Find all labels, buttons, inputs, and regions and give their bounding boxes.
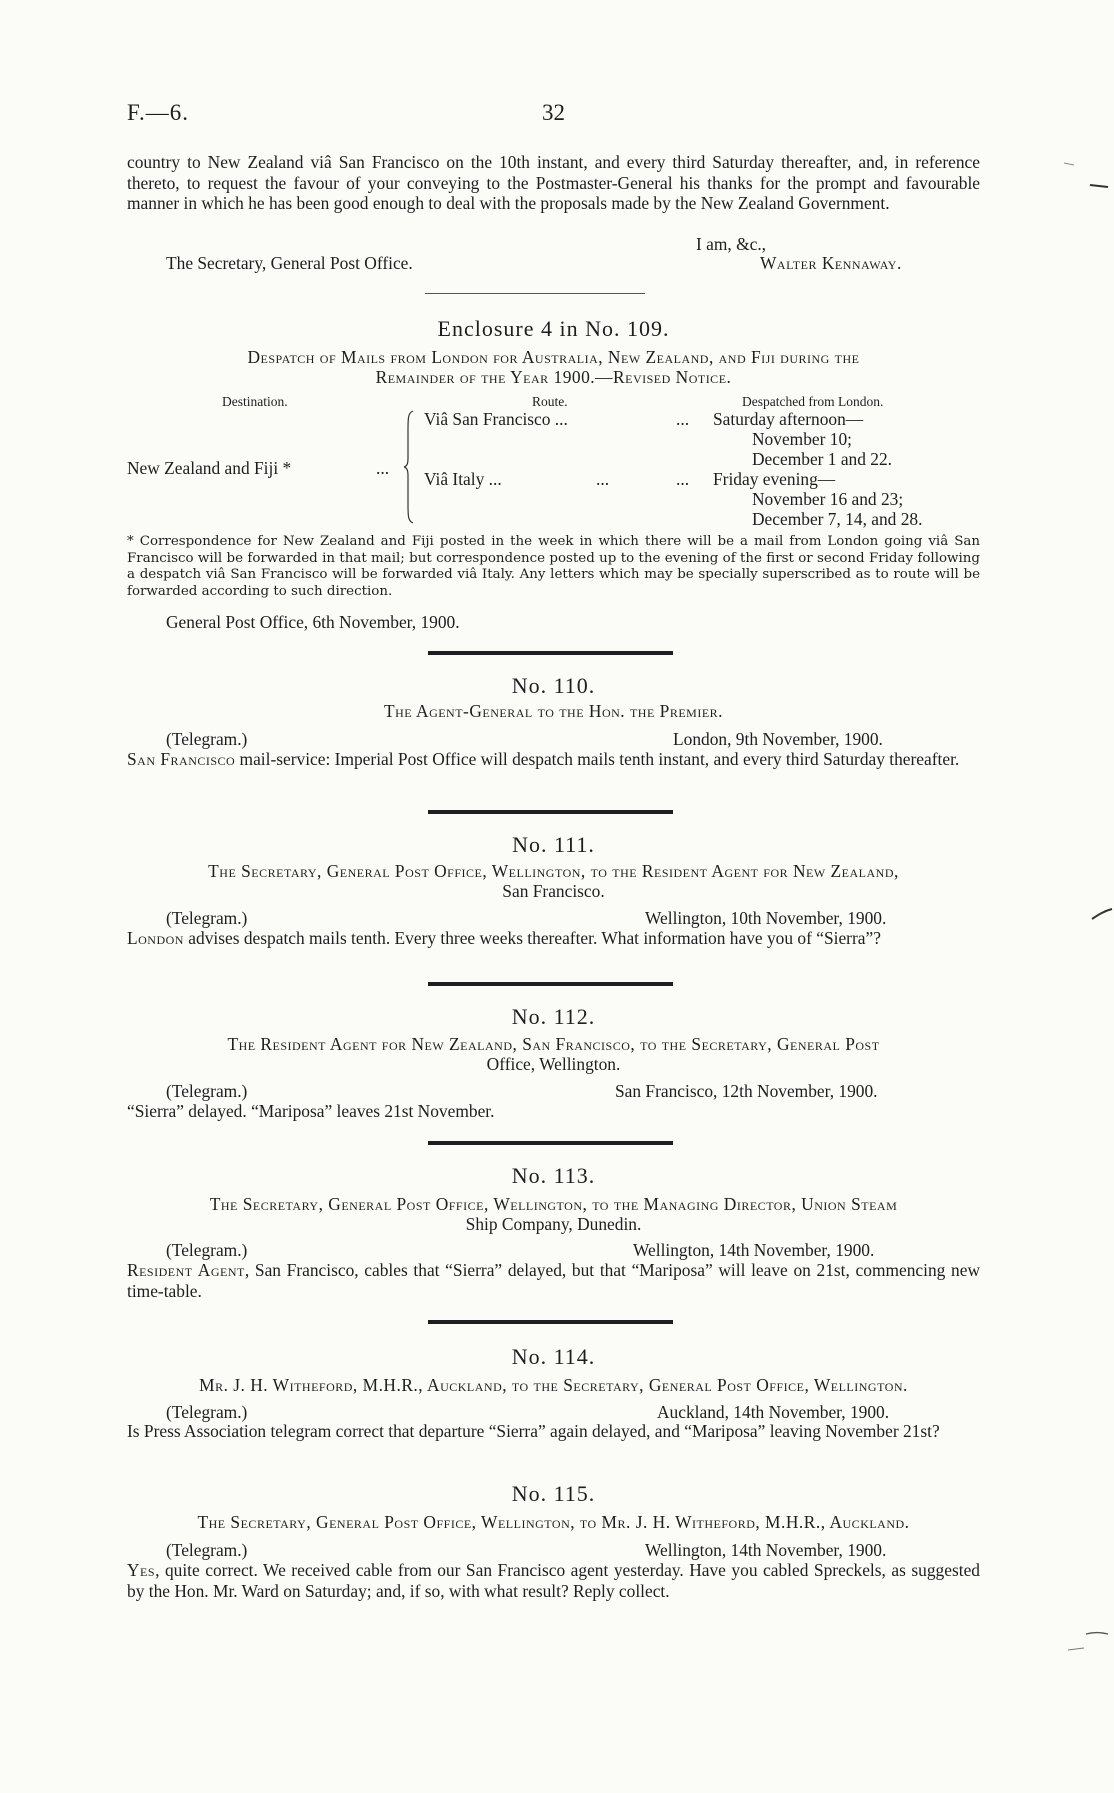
item-113-from-to-line-2: Ship Company, Dunedin. [465,1214,642,1234]
section-divider [425,293,645,294]
item-112-body: “Sierra” delayed. “Mariposa” leaves 21st November. [127,1101,495,1121]
item-115-type: (Telegram.) [166,1540,248,1560]
item-111-type: (Telegram.) [166,908,248,928]
table-despatch-line: Friday evening— [713,469,836,489]
item-114-place-date: Auckland, 14th November, 1900. [657,1402,890,1422]
table-despatch-line: November 10; [752,429,852,449]
item-115-place-date: Wellington, 14th November, 1900. [645,1540,887,1560]
item-110-body [127,749,980,770]
margin-mark [1064,1630,1112,1660]
table-route-leader-dots: ... [676,469,690,489]
section-divider [428,810,673,814]
table-route-leader-dots: ... [676,409,690,429]
enclosure-footnote: * Correspondence for New Zealand and Fiji posted in the week in which there will be a mail from London going viâ San Francisco will be forwarded in that mail; but correspondence posted up to the evening of the first or second Friday following a despatch viâ San Francisco will be forwarded viâ Italy. Any letters which may be specially superscribed as to route will be forwarded according to such direction. [127,534,980,599]
table-brace [404,410,414,524]
section-divider [428,982,673,986]
item-115-body [127,1560,980,1601]
item-110-place-date: London, 9th November, 1900. [673,729,883,749]
section-divider [428,1141,673,1145]
item-110-lead: San Francisco [127,749,236,769]
item-112-from-to-line-1: The Resident Agent for New Zealand, San Francisco, to the Secretary, General Post [227,1034,880,1054]
table-despatch-line: Saturday afternoon— [713,409,864,429]
margin-mark [1090,905,1114,925]
item-115-lead: Yes [127,1560,156,1580]
letter-signature: Walter Kennaway. [760,253,902,273]
item-111-from-to-line-2: San Francisco. [502,881,605,901]
item-112-type: (Telegram.) [166,1081,248,1101]
item-110-number: No. 110. [511,673,596,698]
item-114-number: No. 114. [511,1344,596,1369]
page-number: 32 [542,100,565,125]
item-114-body: Is Press Association telegram correct that departure “Sierra” again delayed, and “Mariposa” leaving November 21st? [127,1421,940,1441]
table-route-san-francisco: Viâ San Francisco ... [424,409,568,429]
item-113-lead: Resident Agent [127,1260,245,1280]
item-111-body [127,928,980,949]
item-110-from-to: The Agent-General to the Hon. the Premier. [384,701,723,721]
margin-mark [1060,155,1110,195]
item-110-type: (Telegram.) [166,729,248,749]
item-111-lead: London [127,928,184,948]
item-113-from-to-line-1: The Secretary, General Post Office, Wellington, to the Managing Director, Union Steam [209,1194,898,1214]
item-113-text: , San Francisco, cables that “Sierra” delayed, but that “Mariposa” will leave on 21st, commencing new time-table. [127,1260,981,1301]
column-header-route: Route. [532,394,568,409]
enclosure-title-line-2: Remainder of the Year 1900.—Revised Notice. [375,367,732,387]
letter-closing: I am, &c., [696,234,767,254]
table-despatch-line: November 16 and 23; [752,489,904,509]
letter-continuation-paragraph: country to New Zealand viâ San Francisco on the 10th instant, and every third Saturday thereafter, and, in reference thereto, to request the favour of your conveying to the Postmaster-General his thanks for the prompt and favourable manner in which he has been good enough to deal with the proposals made by the New Zealand Government. [127,152,980,213]
item-111-place-date: Wellington, 10th November, 1900. [645,908,887,928]
item-112-place-date: San Francisco, 12th November, 1900. [615,1081,878,1101]
enclosure-title-line-1: Despatch of Mails from London for Australia, New Zealand, and Fiji during the [247,347,860,367]
item-115-text: , quite correct. We received cable from our San Francisco agent yesterday. Have you cabled Spreckels, as suggested by the Hon. Mr. Ward on Saturday; and, if so, with what result? Reply collect. [127,1560,980,1601]
enclosure-heading: Enclosure 4 in No. 109. [437,316,670,341]
table-destination: New Zealand and Fiji * [127,458,292,478]
item-115-number: No. 115. [511,1481,596,1506]
letter-addressee: The Secretary, General Post Office. [166,253,413,273]
enclosure-dateline: General Post Office, 6th November, 1900. [166,612,460,632]
item-112-number: No. 112. [511,1004,596,1029]
section-divider [428,651,673,655]
item-111-from-to-line-1: The Secretary, General Post Office, Wellington, to the Resident Agent for New Zealand, [208,861,899,881]
table-destination-leader-dots: ... [376,458,390,478]
item-110-text: mail-service: Imperial Post Office will despatch mails tenth instant, and every third Saturday thereafter. [235,749,960,769]
item-113-body [127,1260,980,1301]
table-despatch-line: December 7, 14, and 28. [752,509,923,529]
item-113-number: No. 113. [511,1163,596,1188]
table-route-italy: Viâ Italy ... [424,469,502,489]
section-divider [428,1320,673,1324]
item-111-number: No. 111. [512,832,595,857]
table-route-leader-dots: ... [596,469,610,489]
column-header-destination: Destination. [222,394,288,409]
table-despatch-line: December 1 and 22. [752,449,893,469]
item-111-text: advises despatch mails tenth. Every three weeks thereafter. What information have you of “Sierra”? [183,928,881,948]
item-113-type: (Telegram.) [166,1240,248,1260]
document-reference: F.—6. [127,100,189,125]
item-113-place-date: Wellington, 14th November, 1900. [633,1240,875,1260]
item-115-from-to: The Secretary, General Post Office, Wellington, to Mr. J. H. Witheford, M.H.R., Auckland. [197,1512,910,1532]
column-header-despatched: Despatched from London. [742,394,884,409]
item-114-type: (Telegram.) [166,1402,248,1422]
item-112-from-to-line-2: Office, Wellington. [486,1054,621,1074]
item-114-from-to: Mr. J. H. Witheford, M.H.R., Auckland, to the Secretary, General Post Office, Wellington. [199,1375,908,1395]
